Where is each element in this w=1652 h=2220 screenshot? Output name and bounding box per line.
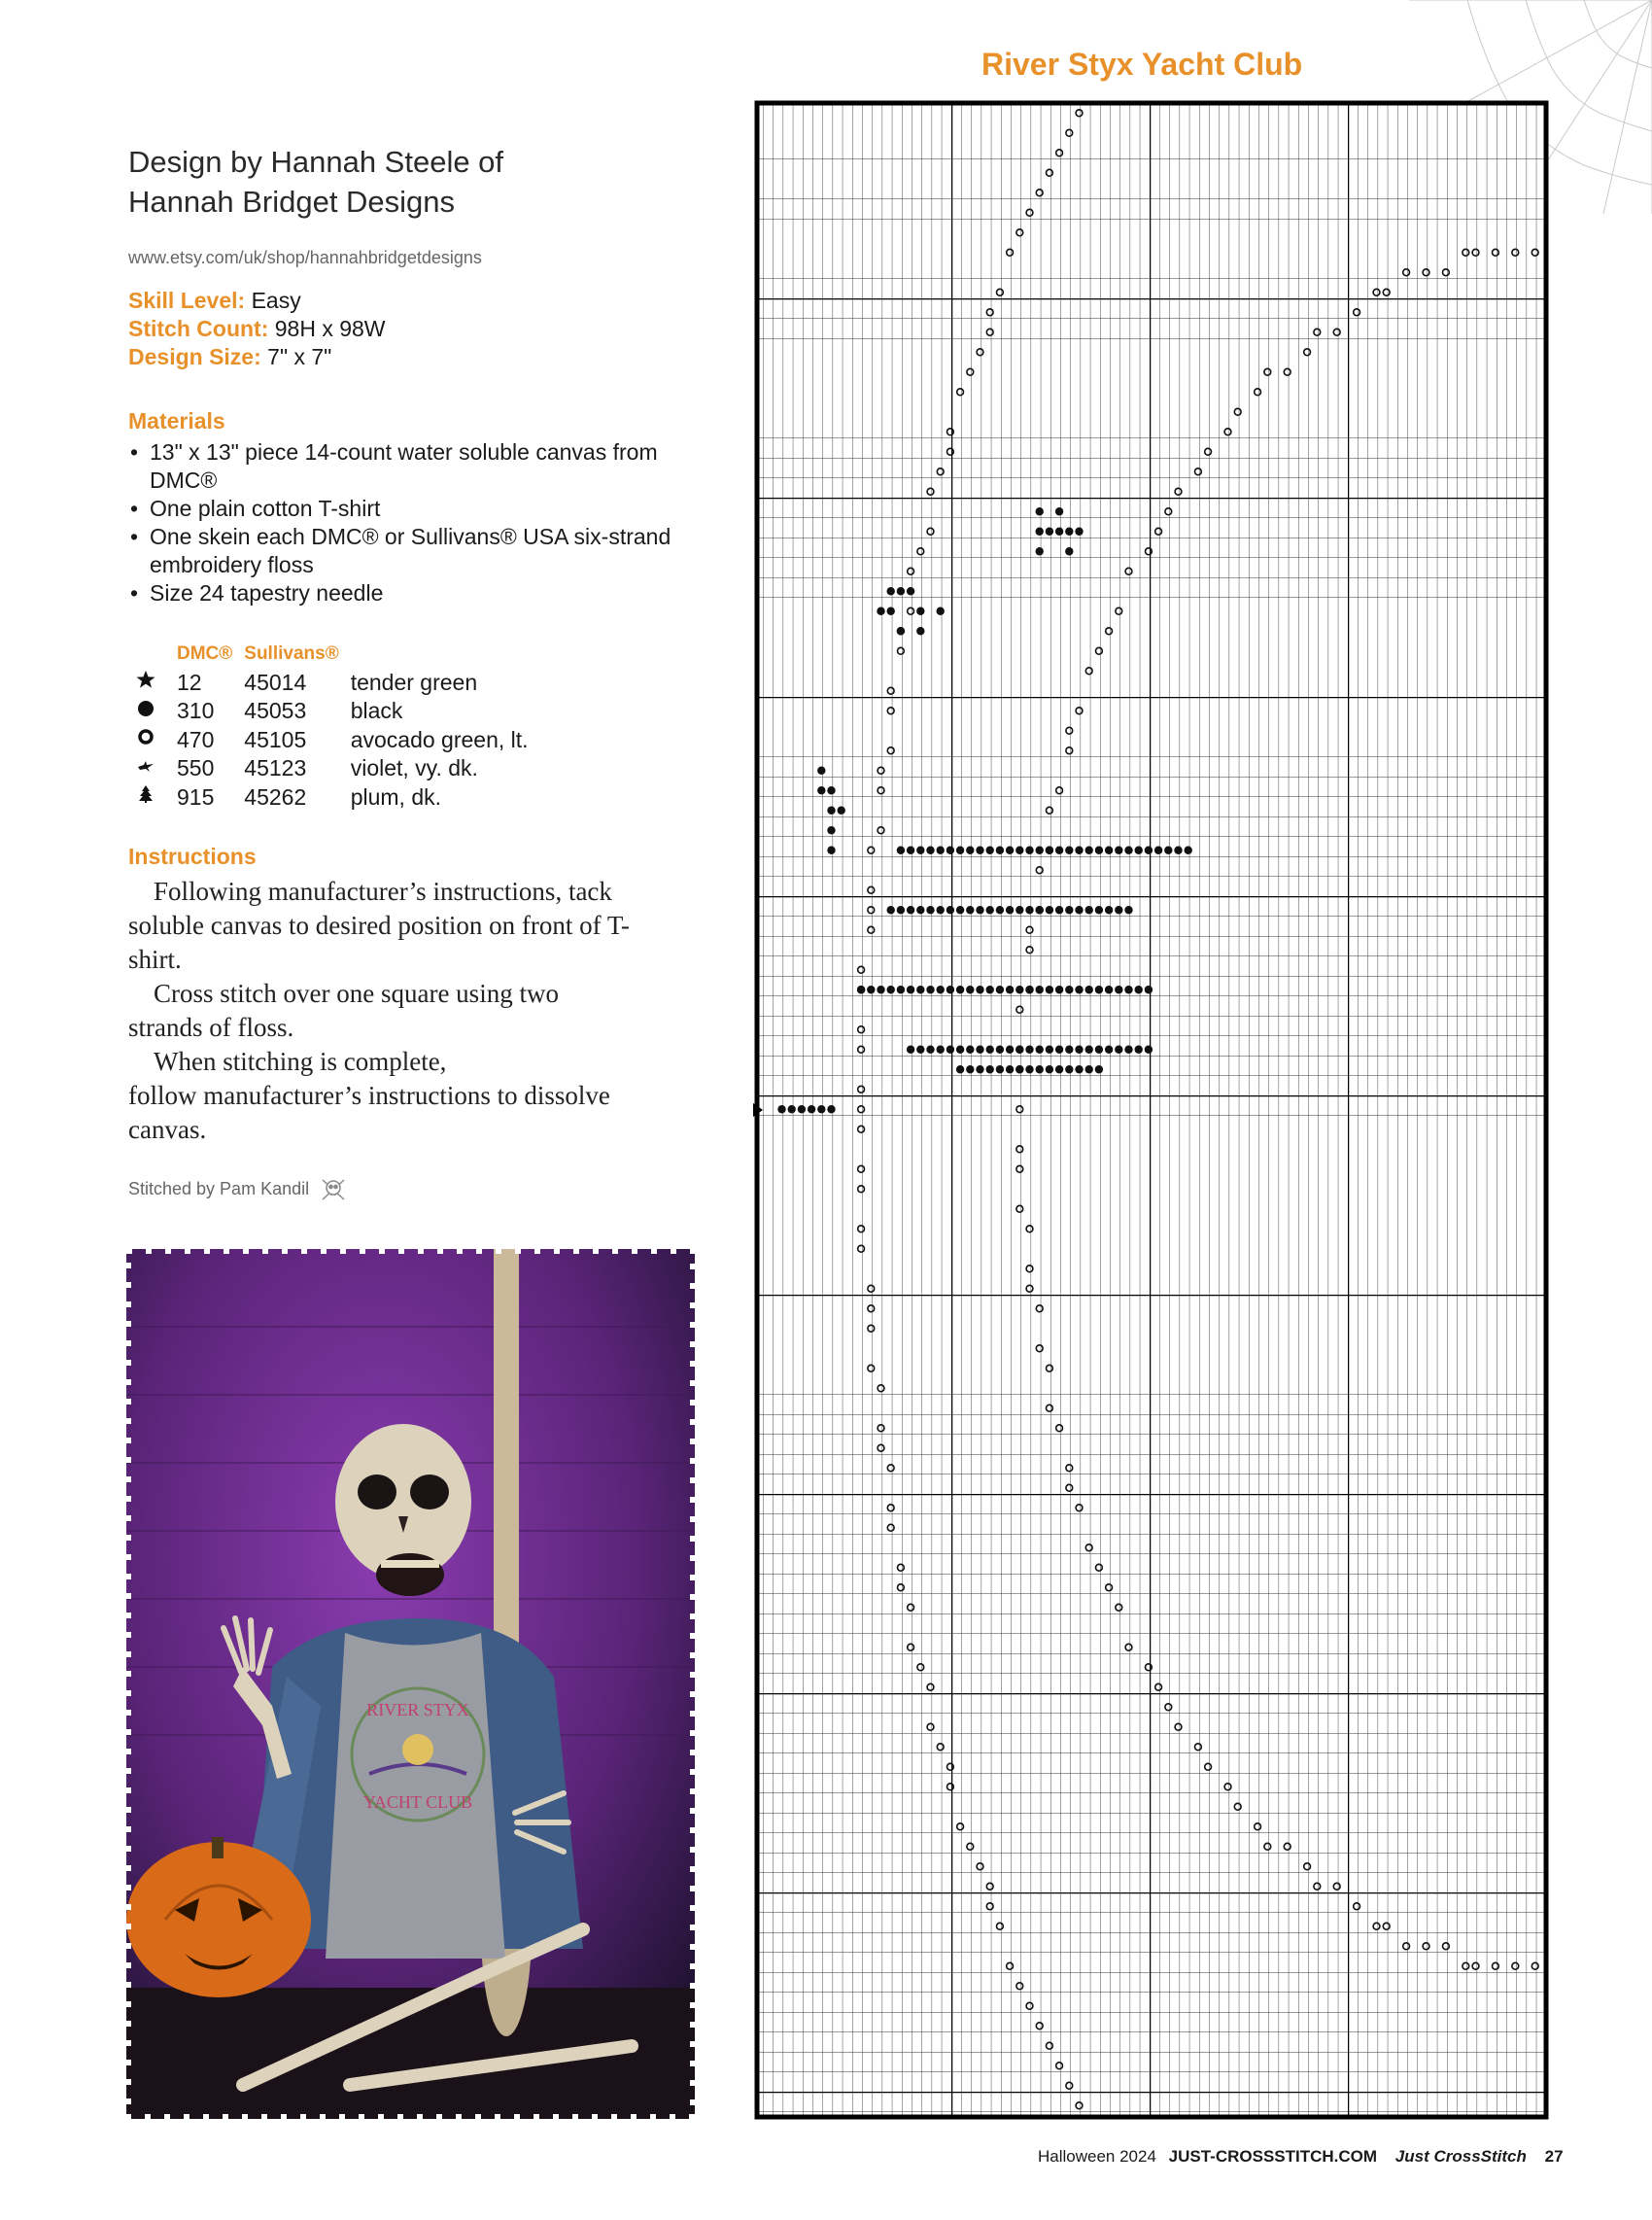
dmc-number: 470 — [177, 726, 215, 752]
instruction-paragraph: follow manufacturer’s instructions to dissolve canvas. — [128, 1081, 610, 1144]
shirt-logo-bottom: YACHT CLUB — [362, 1792, 473, 1812]
instruction-paragraph: When stitching is complete, — [154, 1047, 447, 1076]
color-name: violet, vy. dk. — [350, 755, 478, 781]
materials-list — [128, 438, 672, 607]
dmc-number: 550 — [177, 755, 215, 781]
bird-icon — [126, 754, 177, 783]
color-name: black — [350, 698, 403, 724]
dmc-number: 12 — [177, 669, 202, 695]
design-size: Design Size: 7" x 7" — [128, 344, 332, 369]
material-item: • 13" x 13" piece 14-count water soluble canvas from DMC® — [128, 438, 672, 495]
chart-title: River Styx Yacht Club — [981, 47, 1303, 82]
sullivans-number: 45262 — [244, 783, 307, 810]
footer-issue: Halloween 2024 — [1038, 2147, 1156, 2166]
dmc-number: 310 — [177, 698, 215, 724]
stitched-by-text: Stitched by Pam Kandil — [128, 1178, 310, 1198]
dmc-number: 915 — [177, 783, 215, 810]
page-number: 27 — [1544, 2147, 1564, 2166]
cross-stitch-chart — [753, 99, 1550, 2121]
footer-site[interactable]: JUST-CROSSSTITCH.COM — [1168, 2147, 1378, 2166]
material-item: • One skein each DMC® or Sullivans® USA six-strand embroidery floss — [128, 523, 672, 579]
dmc-header: DMC® — [177, 642, 233, 664]
color-name: plum, dk. — [350, 783, 442, 810]
material-item: • Size 24 tapestry needle — [128, 579, 672, 607]
designer-line-2: Hannah Bridget Designs — [128, 185, 456, 219]
sullivans-number: 45123 — [244, 755, 307, 781]
skeleton-photo — [126, 1249, 695, 2119]
instructions-heading: Instructions — [128, 844, 257, 869]
color-key-row — [126, 783, 540, 813]
color-key-row — [126, 697, 540, 726]
instruction-paragraph: Cross stitch over one square using two strands of floss. — [128, 979, 559, 1042]
color-name: tender green — [350, 669, 478, 695]
star-icon — [126, 669, 177, 698]
skull-crossbones-icon — [320, 1176, 347, 1203]
footer-magazine: Just CrossStitch — [1394, 2147, 1527, 2166]
color-key-row — [126, 754, 540, 783]
color-key-header — [126, 640, 540, 669]
color-key-row — [126, 669, 540, 698]
instructions-body — [128, 875, 634, 1147]
sullivans-number: 45053 — [244, 698, 307, 724]
skill-level: Skill Level: Easy — [128, 288, 301, 313]
sullivans-number: 45105 — [244, 726, 307, 752]
stitch-count: Stitch Count: 98H x 98W — [128, 316, 386, 341]
color-name: avocado green, lt. — [350, 726, 529, 752]
designer-credit — [128, 142, 634, 222]
page-footer — [1038, 2147, 1564, 2167]
stitched-by-credit — [128, 1176, 347, 1203]
tree-icon — [126, 783, 177, 813]
materials-heading: Materials — [128, 408, 225, 434]
instruction-paragraph: Following manufacturer’s instructions, tack soluble canvas to desired position on front of T-shirt. — [128, 877, 630, 974]
sullivans-number: 45014 — [244, 669, 307, 695]
pattern-specs — [128, 287, 386, 371]
color-key-table — [126, 640, 540, 812]
material-item: • One plain cotton T-shirt — [128, 495, 672, 523]
designer-line-1: Design by Hannah Steele of — [128, 145, 504, 179]
filled-circle-icon — [126, 697, 177, 726]
sullivans-header: Sullivans® — [244, 642, 339, 664]
designer-website[interactable]: www.etsy.com/uk/shop/hannahbridgetdesigns — [128, 248, 482, 267]
shirt-logo-top: RIVER STYX — [366, 1700, 469, 1719]
color-key-row — [126, 726, 540, 755]
open-circle-icon — [126, 726, 177, 755]
